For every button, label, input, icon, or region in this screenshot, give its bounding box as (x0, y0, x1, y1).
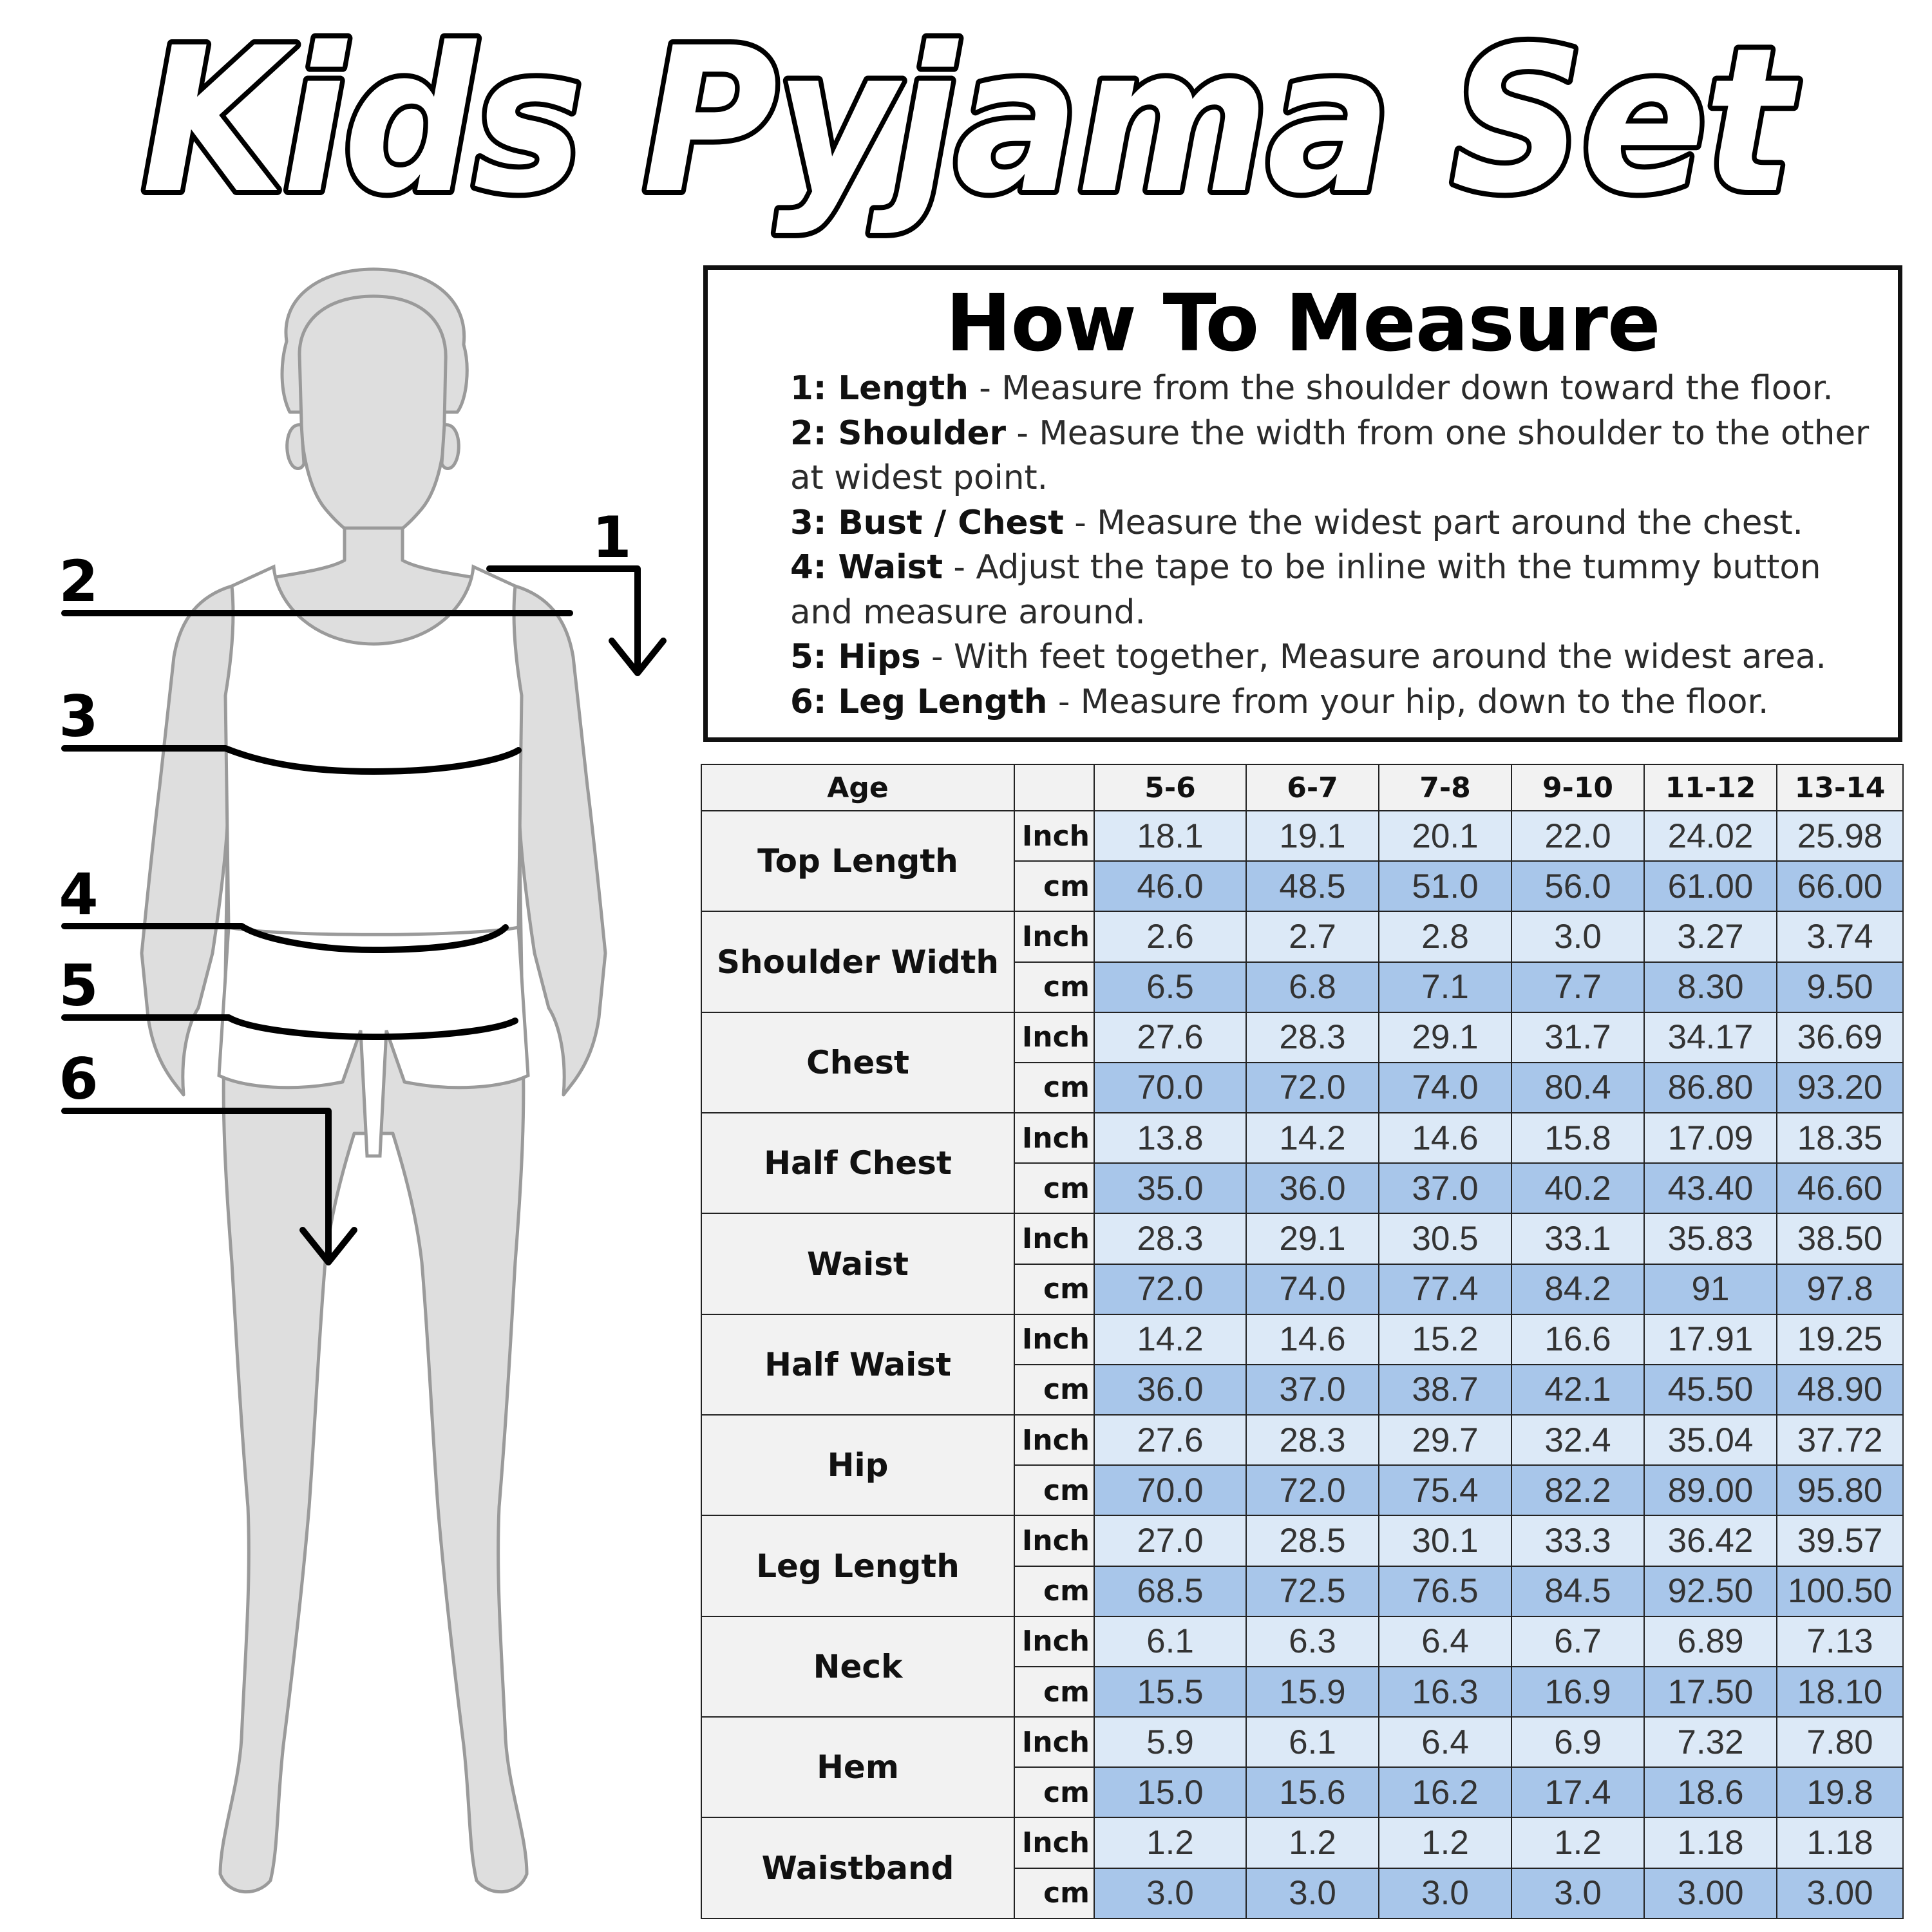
table-cell-cm: 8.30 (1644, 962, 1777, 1012)
table-cell-inch: 38.50 (1777, 1213, 1903, 1264)
table-cell-inch: 29.1 (1379, 1012, 1511, 1063)
table-cell-cm: 51.0 (1379, 861, 1511, 911)
table-cell-cm: 3.0 (1511, 1868, 1644, 1918)
table-cell-inch: 1.18 (1777, 1817, 1903, 1868)
how-to-item-term: 6: Leg Length (790, 682, 1048, 721)
table-cell-cm: 16.3 (1379, 1667, 1511, 1717)
table-row-inch (701, 1213, 1903, 1264)
table-cell-cm: 18.6 (1644, 1767, 1777, 1817)
age-column-header: 5-6 (1094, 764, 1246, 811)
table-cell-inch: 7.80 (1777, 1717, 1903, 1767)
how-to-item-desc: - Measure the widest part around the chest. (1063, 503, 1803, 542)
table-cell-cm: 45.50 (1644, 1365, 1777, 1415)
table-cell-inch: 6.9 (1511, 1717, 1644, 1767)
unit-label-inch: Inch (1014, 1415, 1094, 1465)
table-cell-inch: 3.27 (1644, 911, 1777, 961)
table-cell-cm: 48.5 (1246, 861, 1379, 911)
table-cell-cm: 3.0 (1094, 1868, 1246, 1918)
measurement-label: Waistband (701, 1817, 1014, 1918)
unit-label-cm: cm (1014, 1365, 1094, 1415)
table-header-row (701, 764, 1903, 811)
table-cell-inch: 27.6 (1094, 1012, 1246, 1063)
table-cell-cm: 35.0 (1094, 1163, 1246, 1213)
unit-label-inch: Inch (1014, 1213, 1094, 1264)
measurement-label: Chest (701, 1012, 1014, 1113)
table-cell-cm: 43.40 (1644, 1163, 1777, 1213)
table-cell-cm: 15.9 (1246, 1667, 1379, 1717)
table-cell-inch: 30.1 (1379, 1515, 1511, 1566)
table-cell-inch: 32.4 (1511, 1415, 1644, 1465)
table-cell-cm: 46.60 (1777, 1163, 1903, 1213)
table-cell-cm: 70.0 (1094, 1063, 1246, 1113)
unit-header (1014, 764, 1094, 811)
table-row-inch (701, 1314, 1903, 1365)
child-figure-diagram (52, 258, 696, 1919)
table-cell-cm: 37.0 (1379, 1163, 1511, 1213)
table-cell-inch: 1.2 (1246, 1817, 1379, 1868)
measurement-label: Hip (701, 1415, 1014, 1515)
table-cell-cm: 95.80 (1777, 1465, 1903, 1515)
how-to-item-desc: - Measure from the shoulder down toward the floor. (968, 369, 1833, 408)
table-row-inch (701, 911, 1903, 961)
table-row-inch (701, 1415, 1903, 1465)
how-to-item-term: 1: Length (790, 369, 969, 408)
table-cell-inch: 6.4 (1379, 1717, 1511, 1767)
table-cell-inch: 15.8 (1511, 1113, 1644, 1163)
table-cell-inch: 1.18 (1644, 1817, 1777, 1868)
measurement-label: Shoulder Width (701, 911, 1014, 1012)
figure-ear-right (442, 425, 459, 469)
measurement-label: Half Chest (701, 1113, 1014, 1213)
table-cell-inch: 30.5 (1379, 1213, 1511, 1264)
table-cell-cm: 80.4 (1511, 1063, 1644, 1113)
table-cell-inch: 14.6 (1379, 1113, 1511, 1163)
measurement-label: Hem (701, 1717, 1014, 1817)
unit-label-inch: Inch (1014, 1717, 1094, 1767)
unit-label-inch: Inch (1014, 1616, 1094, 1667)
table-row-inch (701, 1012, 1903, 1063)
table-row-inch (701, 811, 1903, 861)
table-cell-inch: 19.1 (1246, 811, 1379, 861)
unit-label-cm: cm (1014, 1063, 1094, 1113)
table-cell-inch: 7.32 (1644, 1717, 1777, 1767)
table-cell-cm: 75.4 (1379, 1465, 1511, 1515)
unit-label-cm: cm (1014, 861, 1094, 911)
table-cell-inch: 33.3 (1511, 1515, 1644, 1566)
table-cell-inch: 5.9 (1094, 1717, 1246, 1767)
how-to-item-desc: - With feet together, Measure around the widest area. (920, 638, 1826, 676)
table-cell-cm: 15.5 (1094, 1667, 1246, 1717)
how-to-item-term: 3: Bust / Chest (790, 503, 1064, 542)
table-cell-cm: 74.0 (1246, 1264, 1379, 1314)
measure-label-2: 2 (59, 548, 99, 614)
how-to-item (790, 366, 1885, 412)
table-cell-inch: 2.8 (1379, 911, 1511, 961)
table-cell-cm: 66.00 (1777, 861, 1903, 911)
unit-label-inch: Inch (1014, 1314, 1094, 1365)
table-cell-inch: 1.2 (1094, 1817, 1246, 1868)
table-cell-inch: 2.7 (1246, 911, 1379, 961)
table-cell-cm: 72.0 (1246, 1063, 1379, 1113)
table-cell-inch: 36.42 (1644, 1515, 1777, 1566)
measure-label-3: 3 (59, 683, 99, 750)
table-cell-inch: 28.3 (1094, 1213, 1246, 1264)
measurement-label: Leg Length (701, 1515, 1014, 1616)
page-title (0, 6, 1932, 238)
table-cell-inch: 17.09 (1644, 1113, 1777, 1163)
table-cell-cm: 84.2 (1511, 1264, 1644, 1314)
table-cell-inch: 35.83 (1644, 1213, 1777, 1264)
table-cell-cm: 36.0 (1094, 1365, 1246, 1415)
table-cell-inch: 6.3 (1246, 1616, 1379, 1667)
table-cell-inch: 14.6 (1246, 1314, 1379, 1365)
unit-label-inch: Inch (1014, 1817, 1094, 1868)
table-cell-cm: 18.10 (1777, 1667, 1903, 1717)
table-cell-inch: 29.1 (1246, 1213, 1379, 1264)
age-column-header: 9-10 (1511, 764, 1644, 811)
how-to-item (790, 635, 1885, 680)
age-column-header: 6-7 (1246, 764, 1379, 811)
table-cell-cm: 68.5 (1094, 1566, 1246, 1616)
table-cell-inch: 37.72 (1777, 1415, 1903, 1465)
table-cell-cm: 3.00 (1777, 1868, 1903, 1918)
table-cell-inch: 7.13 (1777, 1616, 1903, 1667)
table-cell-cm: 9.50 (1777, 962, 1903, 1012)
table-cell-cm: 7.7 (1511, 962, 1644, 1012)
unit-label-cm: cm (1014, 1566, 1094, 1616)
table-cell-cm: 16.2 (1379, 1767, 1511, 1817)
table-cell-inch: 6.7 (1511, 1616, 1644, 1667)
table-cell-inch: 25.98 (1777, 811, 1903, 861)
table-cell-cm: 56.0 (1511, 861, 1644, 911)
table-cell-inch: 1.2 (1511, 1817, 1644, 1868)
how-to-measure-list (790, 366, 1885, 724)
how-to-item (790, 412, 1885, 501)
unit-label-cm: cm (1014, 1868, 1094, 1918)
table-cell-cm: 72.0 (1094, 1264, 1246, 1314)
measure-label-6: 6 (59, 1046, 99, 1112)
table-cell-cm: 76.5 (1379, 1566, 1511, 1616)
unit-label-cm: cm (1014, 1667, 1094, 1717)
page-title-text: Kids Pyjama Set (142, 6, 1800, 238)
measurement-label: Waist (701, 1213, 1014, 1314)
table-cell-cm: 77.4 (1379, 1264, 1511, 1314)
how-to-item-term: 2: Shoulder (790, 413, 1007, 453)
table-cell-inch: 19.25 (1777, 1314, 1903, 1365)
unit-label-cm: cm (1014, 1767, 1094, 1817)
table-cell-cm: 19.8 (1777, 1767, 1903, 1817)
table-cell-inch: 36.69 (1777, 1012, 1903, 1063)
measurement-label: Top Length (701, 811, 1014, 911)
table-body (701, 811, 1903, 1918)
table-cell-cm: 3.0 (1379, 1868, 1511, 1918)
table-cell-inch: 28.3 (1246, 1012, 1379, 1063)
unit-label-cm: cm (1014, 1465, 1094, 1515)
table-cell-cm: 84.5 (1511, 1566, 1644, 1616)
table-cell-inch: 14.2 (1094, 1314, 1246, 1365)
table-cell-inch: 18.35 (1777, 1113, 1903, 1163)
table-cell-cm: 17.50 (1644, 1667, 1777, 1717)
measure-label-1: 1 (592, 504, 632, 571)
unit-label-inch: Inch (1014, 1515, 1094, 1566)
table-cell-inch: 34.17 (1644, 1012, 1777, 1063)
table-cell-cm: 3.00 (1644, 1868, 1777, 1918)
table-cell-cm: 74.0 (1379, 1063, 1511, 1113)
unit-label-cm: cm (1014, 1163, 1094, 1213)
table-cell-inch: 29.7 (1379, 1415, 1511, 1465)
table-cell-cm: 38.7 (1379, 1365, 1511, 1415)
unit-label-cm: cm (1014, 1264, 1094, 1314)
unit-label-inch: Inch (1014, 1012, 1094, 1063)
table-cell-inch: 27.6 (1094, 1415, 1246, 1465)
how-to-item-desc: - Measure the width from one shoulder to the other at widest point. (790, 413, 1870, 497)
table-cell-inch: 15.2 (1379, 1314, 1511, 1365)
table-cell-cm: 42.1 (1511, 1365, 1644, 1415)
unit-label-inch: Inch (1014, 1113, 1094, 1163)
table-cell-inch: 6.1 (1246, 1717, 1379, 1767)
table-cell-inch: 14.2 (1246, 1113, 1379, 1163)
table-cell-inch: 33.1 (1511, 1213, 1644, 1264)
table-row-inch (701, 1817, 1903, 1868)
how-to-item-term: 4: Waist (790, 548, 943, 587)
table-cell-cm: 72.5 (1246, 1566, 1379, 1616)
table-cell-cm: 3.0 (1246, 1868, 1379, 1918)
how-to-measure-heading: How To Measure (945, 278, 1660, 369)
table-cell-inch: 28.5 (1246, 1515, 1379, 1566)
table-cell-cm: 61.00 (1644, 861, 1777, 911)
table-cell-inch: 6.89 (1644, 1616, 1777, 1667)
table-cell-inch: 16.6 (1511, 1314, 1644, 1365)
table-cell-inch: 20.1 (1379, 811, 1511, 861)
how-to-item-term: 5: Hips (790, 638, 921, 676)
table-cell-cm: 40.2 (1511, 1163, 1644, 1213)
size-chart-table (701, 764, 1904, 1919)
table-cell-cm: 7.1 (1379, 962, 1511, 1012)
how-to-measure-box (703, 265, 1902, 742)
unit-label-inch: Inch (1014, 811, 1094, 861)
table-cell-inch: 27.0 (1094, 1515, 1246, 1566)
measure-label-5: 5 (59, 952, 99, 1019)
age-header: Age (701, 764, 1014, 811)
table-cell-inch: 17.91 (1644, 1314, 1777, 1365)
table-cell-inch: 18.1 (1094, 811, 1246, 861)
table-cell-cm: 70.0 (1094, 1465, 1246, 1515)
table-cell-inch: 39.57 (1777, 1515, 1903, 1566)
table-row-inch (701, 1113, 1903, 1163)
figure-head (299, 296, 446, 542)
measure-label-4: 4 (59, 861, 99, 927)
table-cell-cm: 91 (1644, 1264, 1777, 1314)
age-column-header: 7-8 (1379, 764, 1511, 811)
table-cell-inch: 13.8 (1094, 1113, 1246, 1163)
table-row-inch (701, 1717, 1903, 1767)
table-cell-inch: 28.3 (1246, 1415, 1379, 1465)
table-cell-inch: 3.74 (1777, 911, 1903, 961)
table-cell-cm: 97.8 (1777, 1264, 1903, 1314)
age-column-header: 11-12 (1644, 764, 1777, 811)
figure-ear-left (287, 425, 304, 469)
table-cell-cm: 6.8 (1246, 962, 1379, 1012)
table-cell-cm: 72.0 (1246, 1465, 1379, 1515)
table-cell-inch: 3.0 (1511, 911, 1644, 961)
table-cell-inch: 2.6 (1094, 911, 1246, 961)
unit-label-cm: cm (1014, 962, 1094, 1012)
table-cell-cm: 86.80 (1644, 1063, 1777, 1113)
how-to-item (790, 680, 1885, 725)
table-cell-cm: 17.4 (1511, 1767, 1644, 1817)
table-cell-inch: 24.02 (1644, 811, 1777, 861)
table-cell-inch: 6.1 (1094, 1616, 1246, 1667)
how-to-item-desc: - Adjust the tape to be inline with the tummy button and measure around. (790, 548, 1821, 632)
table-cell-cm: 16.9 (1511, 1667, 1644, 1717)
table-cell-inch: 6.4 (1379, 1616, 1511, 1667)
table-cell-inch: 31.7 (1511, 1012, 1644, 1063)
how-to-item-desc: - Measure from your hip, down to the floor. (1047, 682, 1769, 721)
how-to-item (790, 501, 1885, 546)
table-cell-cm: 100.50 (1777, 1566, 1903, 1616)
measurement-label: Neck (701, 1616, 1014, 1717)
table-cell-cm: 36.0 (1246, 1163, 1379, 1213)
table-row-inch (701, 1515, 1903, 1566)
how-to-item (790, 545, 1885, 635)
table-cell-cm: 37.0 (1246, 1365, 1379, 1415)
table-cell-cm: 89.00 (1644, 1465, 1777, 1515)
table-cell-cm: 6.5 (1094, 962, 1246, 1012)
table-cell-inch: 1.2 (1379, 1817, 1511, 1868)
age-column-header: 13-14 (1777, 764, 1903, 811)
table-cell-cm: 92.50 (1644, 1566, 1777, 1616)
table-cell-cm: 15.0 (1094, 1767, 1246, 1817)
table-cell-inch: 35.04 (1644, 1415, 1777, 1465)
table-cell-cm: 15.6 (1246, 1767, 1379, 1817)
table-cell-cm: 93.20 (1777, 1063, 1903, 1113)
table-cell-inch: 22.0 (1511, 811, 1644, 861)
measurement-label: Half Waist (701, 1314, 1014, 1415)
table-cell-cm: 46.0 (1094, 861, 1246, 911)
table-cell-cm: 82.2 (1511, 1465, 1644, 1515)
unit-label-inch: Inch (1014, 911, 1094, 961)
table-cell-cm: 48.90 (1777, 1365, 1903, 1415)
table-row-inch (701, 1616, 1903, 1667)
